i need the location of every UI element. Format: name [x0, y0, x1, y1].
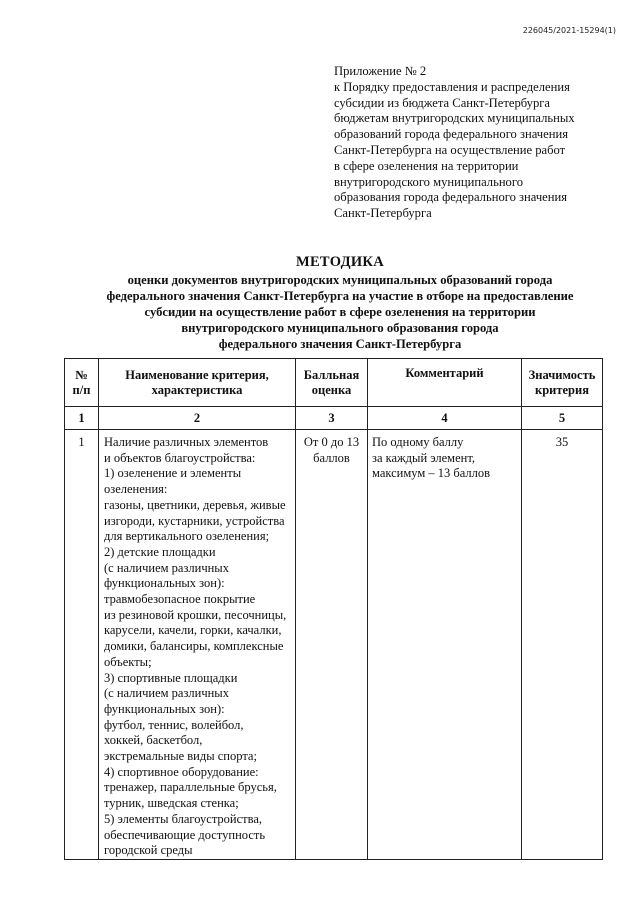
comment-cell	[368, 430, 522, 860]
header-text: Наименование критерия,	[125, 367, 269, 382]
criterion-line: обеспечивающие доступность	[104, 827, 266, 842]
criterion-line: 5) элементы благоустройства,	[104, 811, 263, 826]
criterion-line: 3) спортивные площадки	[104, 670, 238, 685]
criterion-line: для вертикального озеленения;	[104, 529, 270, 544]
appendix-line: образования города федерального значения	[334, 190, 568, 205]
header-comment	[368, 359, 522, 407]
comment-line: максимум – 13 баллов	[372, 466, 491, 481]
column-number: 1	[65, 407, 99, 430]
subtitle-line: внутригородского муниципального образования города	[181, 321, 499, 335]
criterion-line: (с наличием различных	[104, 560, 229, 575]
criterion-line: функциональных зон):	[104, 576, 225, 591]
column-number: 3	[296, 407, 368, 430]
criterion-cell	[99, 430, 296, 860]
appendix-line: Санкт-Петербурга	[334, 206, 432, 221]
criteria-table	[64, 358, 603, 860]
row-index: 1	[65, 430, 99, 860]
header-text: №	[75, 367, 88, 382]
header-text: Значимость	[528, 367, 596, 382]
criterion-line: и объектов благоустройства:	[104, 450, 256, 465]
table-row	[65, 430, 603, 860]
criterion-line: футбол, теннис, волейбол,	[104, 717, 244, 732]
score-line: баллов	[313, 450, 350, 465]
subtitle-line: оценки документов внутригородских муниципальных образований города	[127, 273, 553, 287]
header-text: критерия	[535, 382, 589, 397]
appendix-line: образований города федерального значения	[334, 127, 568, 142]
criterion-line: озеленения:	[104, 482, 168, 497]
weight-cell: 35	[522, 430, 603, 860]
header-number	[65, 359, 99, 407]
criterion-line: хоккей, баскетбол,	[104, 733, 203, 748]
criterion-line: 1) озеленение и элементы	[104, 466, 242, 481]
criterion-line: объекты;	[104, 654, 152, 669]
header-text: п/п	[72, 382, 91, 397]
subtitle-line: субсидии на осуществление работ в сфере озеленения на территории	[144, 305, 536, 319]
criterion-line: функциональных зон):	[104, 701, 225, 716]
score-cell	[296, 430, 368, 860]
subtitle-line: федерального значения Санкт-Петербурга	[218, 337, 462, 351]
criterion-line: 4) спортивное оборудование:	[104, 764, 259, 779]
comment-line: По одному баллу	[372, 435, 464, 449]
appendix-line: Санкт-Петербурга на осуществление работ	[334, 142, 566, 157]
criterion-line: (с наличием различных	[104, 686, 229, 701]
criterion-line: из резиновой крошки, песочницы,	[104, 607, 287, 622]
criterion-line: турник, шведская стенка;	[104, 796, 239, 811]
criterion-line: экстремальные виды спорта;	[104, 749, 257, 764]
criterion-line: 2) детские площадки	[104, 544, 216, 559]
table-header-row	[65, 359, 603, 407]
header-weight	[522, 359, 603, 407]
criterion-line: карусели, качели, горки, качалки,	[104, 623, 282, 638]
header-text: оценка	[311, 382, 352, 397]
comment-line: за каждый элемент,	[372, 450, 475, 465]
column-number: 4	[368, 407, 522, 430]
title-heading: МЕТОДИКА	[295, 254, 385, 270]
criterion-line: Наличие различных элементов	[104, 435, 269, 449]
document-number: 226045/2021-15294(1)	[522, 26, 616, 35]
header-text: Балльная	[303, 367, 360, 382]
header-criterion	[99, 359, 296, 407]
header-text: характеристика	[151, 382, 243, 397]
column-number: 5	[522, 407, 603, 430]
criterion-line: изгороди, кустарники, устройства	[104, 513, 285, 528]
appendix-line: в сфере озеленения на территории	[334, 158, 519, 173]
appendix-line: внутригородского муниципального	[334, 174, 524, 189]
title-subtitle	[40, 272, 640, 352]
header-text: Комментарий	[405, 366, 484, 380]
appendix-line: бюджетам внутригородских муниципальных	[334, 111, 575, 126]
document-title	[40, 254, 640, 352]
appendix-block	[334, 64, 624, 222]
criterion-line: травмобезопасное покрытие	[104, 592, 256, 607]
header-score	[296, 359, 368, 407]
appendix-line: Приложение № 2	[334, 64, 427, 78]
criterion-line: газоны, цветники, деревья, живые	[104, 497, 286, 512]
criterion-line: тренажер, параллельные брусья,	[104, 780, 277, 795]
column-number: 2	[99, 407, 296, 430]
score-line: От 0 до 13	[303, 435, 360, 449]
criterion-line: домики, балансиры, комплексные	[104, 639, 284, 654]
appendix-line: субсидии из бюджета Санкт-Петербурга	[334, 95, 551, 110]
criterion-line: городской среды	[104, 843, 193, 858]
column-number-row	[65, 407, 603, 430]
subtitle-line: федерального значения Санкт-Петербурга на участие в отборе на предоставление	[106, 289, 574, 303]
appendix-line: к Порядку предоставления и распределения	[334, 79, 570, 94]
